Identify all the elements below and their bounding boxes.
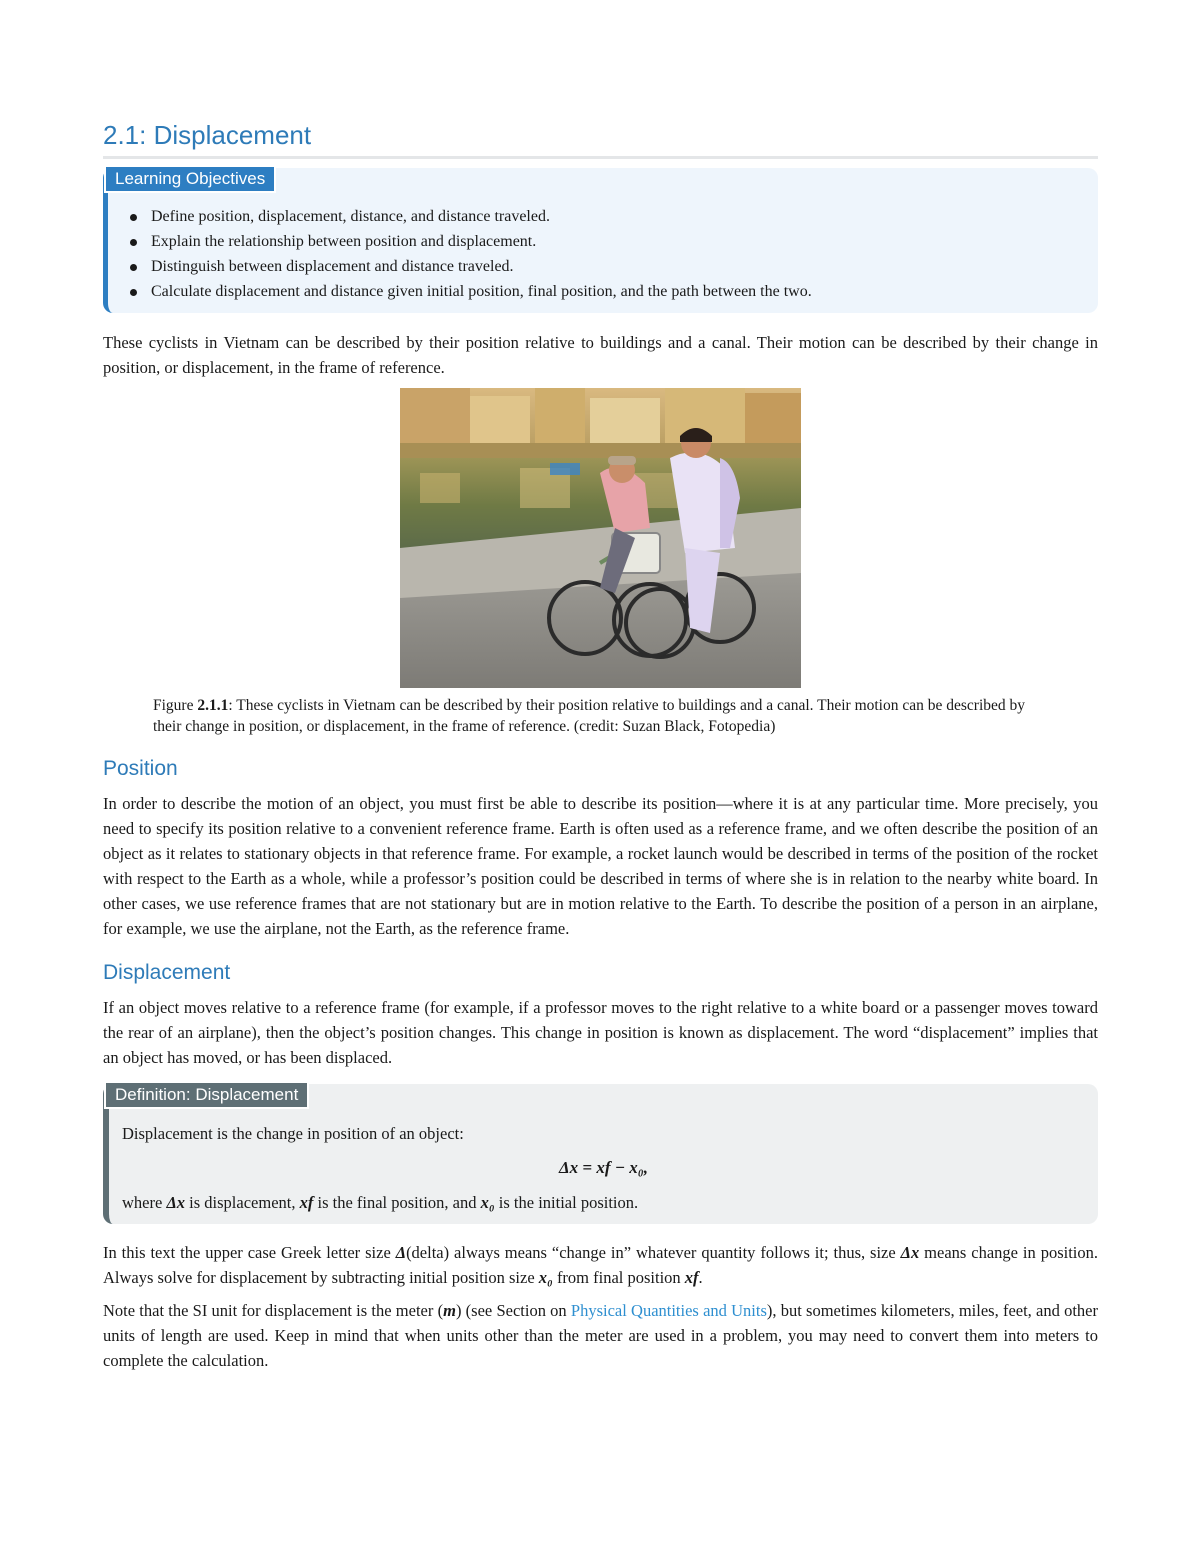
- cyclists-image: [400, 388, 801, 688]
- content: [103, 118, 1098, 1373]
- figure: [103, 388, 1098, 737]
- where-end: is the initial position.: [494, 1193, 639, 1212]
- objectives-list: [126, 204, 812, 304]
- list-item: Explain the relationship between position and displacement.: [126, 229, 812, 254]
- cyclists-photo: [400, 388, 801, 688]
- delta-text-3: means change in position. Always solve for displacement by subtracting initial position size: [103, 1243, 1098, 1287]
- delta-text-4: from final position: [552, 1268, 685, 1287]
- displacement-paragraph: If an object moves relative to a reference frame (for example, if a professor moves to the right relative to a white board or a passenger moves toward the rear of an airplane), then the object’s position changes. This change in position is known as displacement. The word “displacement” implies that an object has moved, or has been displaced.: [103, 998, 1098, 1067]
- si-unit-paragraph: [103, 1298, 1098, 1373]
- figure-caption: [153, 695, 1048, 737]
- list-item: Define position, displacement, distance, and distance traveled.: [126, 204, 812, 229]
- page-title: 2.1: Displacement: [103, 118, 1098, 159]
- delta-symbol: Δ: [395, 1243, 407, 1262]
- learning-objectives-box: [103, 168, 1098, 313]
- delta-x-symbol: Δx: [900, 1243, 920, 1262]
- position-paragraph: In order to describe the motion of an object, you must first be able to describe its position—where it is at any particular time. More precisely, you need to specify its position relative to a convenient reference frame. Earth is often used as a reference frame, and we often describe the position of an object as it relates to stationary objects in that reference frame. For example, a rocket launch would be described in terms of the position of the rocket with respect to the Earth as a whole, while a professor’s position could be described in terms of where she is in relation to the nearby white board. In other cases, we use reference frames that are not stationary but are in motion relative to the Earth. To describe the position of a person in an airplane, for example, we use the airplane, not the Earth, as the reference frame.: [103, 794, 1098, 938]
- delta-text-1: In this text the upper case Greek letter size: [103, 1243, 396, 1262]
- si-text-1: Note that the SI unit for displacement is the meter (: [103, 1301, 444, 1320]
- list-item: Distinguish between displacement and distance traveled.: [126, 254, 812, 279]
- delta-paragraph: [103, 1240, 1098, 1290]
- figure-caption-text: : These cyclists in Vietnam can be described by their position relative to buildings and a canal. Their motion can be described by their change in position, or displacement, in the frame of reference. (credit: Suzan Black, Fotopedia): [153, 697, 1026, 735]
- x0-symbol: x₀: [480, 1193, 495, 1212]
- xf-symbol: xf: [684, 1268, 699, 1287]
- position-heading: Position: [103, 757, 178, 780]
- figure-number: 2.1.1: [197, 697, 229, 714]
- delta-x-symbol: Δx: [166, 1193, 186, 1212]
- physical-quantities-link[interactable]: Physical Quantities and Units: [570, 1301, 767, 1320]
- definition-box: [103, 1084, 1098, 1224]
- displacement-equation: Δx = xf − x₀,: [559, 1158, 648, 1177]
- learning-objectives-tag: Learning Objectives: [104, 165, 276, 193]
- delta-text-2: (delta) always means “change in” whatever quantity follows it; thus, size: [406, 1243, 901, 1262]
- definition-where: [122, 1190, 638, 1215]
- list-item: Calculate displacement and distance given initial position, final position, and the path between the two.: [126, 279, 812, 304]
- displacement-heading: Displacement: [103, 961, 231, 984]
- si-text-2: ) (see Section on: [455, 1301, 571, 1320]
- x0-symbol: x₀: [538, 1268, 553, 1287]
- figure-label: Figure: [153, 697, 194, 714]
- where-mid-2: is the final position, and: [313, 1193, 481, 1212]
- xf-symbol: xf: [299, 1193, 314, 1212]
- delta-text-5: .: [698, 1268, 703, 1287]
- intro-paragraph: These cyclists in Vietnam can be described by their position relative to buildings and a canal. Their motion can be described by their change in position, or displacement, in the frame of reference.: [103, 333, 1098, 377]
- si-text-3: ), but sometimes kilometers, miles, feet, and other units of length are used. Keep in mind that when units other than the meter are used in a problem, you may need to convert them into meters to complete the calculation.: [103, 1301, 1098, 1370]
- where-mid-1: is displacement,: [185, 1193, 300, 1212]
- where-prefix: where: [122, 1193, 167, 1212]
- definition-line: Displacement is the change in position of an object:: [122, 1124, 464, 1143]
- meter-symbol: m: [443, 1301, 456, 1320]
- definition-tag: Definition: Displacement: [104, 1081, 309, 1109]
